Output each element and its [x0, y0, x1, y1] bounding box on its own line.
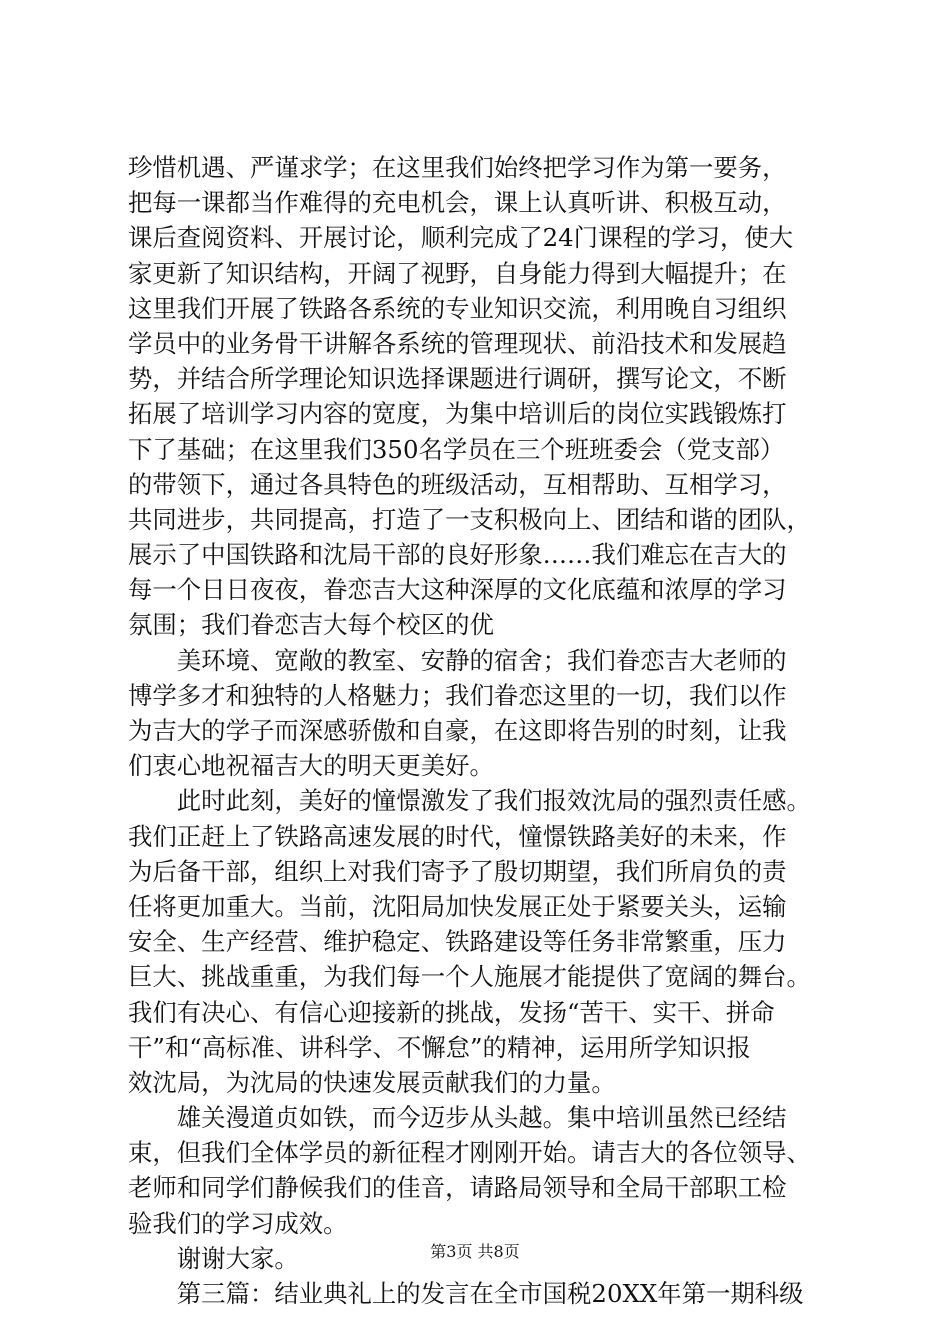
text-line: 我们正赶上了铁路高速发展的时代，憧憬铁路美好的未来，作	[128, 821, 787, 851]
text-line: 下了基础；在这里我们350名学员在三个班班委会（党支部）	[128, 434, 785, 464]
text-line: 雄关漫道贞如铁，而今迈步从头越。集中培训虽然已经结	[128, 1103, 787, 1133]
text-line: 谢谢大家。	[128, 1243, 299, 1273]
text-line: 为后备干部，组织上对我们寄予了殷切期望，我们所肩负的责	[128, 856, 787, 886]
text-line: 第三篇：结业典礼上的发言在全市国税20XX年第一期科级	[128, 1279, 804, 1308]
body-text	[128, 150, 848, 1311]
text-line: 博学多才和独特的人格魅力；我们眷恋这里的一切，我们以作	[128, 680, 787, 710]
text-line: 共同进步，共同提高，打造了一支积极向上、团结和谐的团队，	[128, 504, 811, 534]
text-line: 把每一课都当作难得的充电机会，课上认真听讲、积极互动，	[128, 188, 787, 218]
text-line: 验我们的学习成效。	[128, 1208, 348, 1238]
text-line: 课后查阅资料、开展讨论，顺利完成了24门课程的学习，使大	[128, 223, 794, 253]
text-line: 干”和“高标准、讲科学、不懈怠”的精神，运用所学知识报	[128, 1032, 751, 1062]
text-line: 氛围；我们眷恋吉大每个校区的优	[128, 610, 494, 640]
text-line: 们衷心地祝福吉大的明天更美好。	[128, 751, 494, 781]
text-line: 任将更加重大。当前，沈阳局加快发展正处于紧要关头，运输	[128, 891, 787, 921]
text-line: 这里我们开展了铁路各系统的专业知识交流，利用晚自习组织	[128, 293, 787, 323]
text-line: 势，并结合所学理论知识选择课题进行调研，撰写论文，不断	[128, 364, 787, 394]
text-line: 巨大、挑战重重，为我们每一个人施展才能提供了宽阔的舞台。	[128, 962, 811, 992]
text-line: 学员中的业务骨干讲解各系统的管理现状、前沿技术和发展趋	[128, 328, 787, 358]
text-line: 安全、生产经营、维护稳定、铁路建设等任务非常繁重，压力	[128, 927, 787, 957]
text-line: 此时此刻，美好的憧憬激发了我们报效沈局的强烈责任感。	[128, 786, 811, 816]
text-line: 的带领下，通过各具特色的班级活动，互相帮助、互相学习，	[128, 469, 787, 499]
text-line: 效沈局，为沈局的快速发展贡献我们的力量。	[128, 1067, 616, 1097]
text-line: 家更新了知识结构，开阔了视野，自身能力得到大幅提升；在	[128, 258, 787, 288]
text-line: 拓展了培训学习内容的宽度，为集中培训后的岗位实践锻炼打	[128, 399, 787, 429]
text-line: 老师和同学们静候我们的佳音，请路局领导和全局干部职工检	[128, 1173, 787, 1203]
text-line: 为吉大的学子而深感骄傲和自豪，在这即将告别的时刻，让我	[128, 716, 787, 745]
text-line: 展示了中国铁路和沈局干部的良好形象……我们难忘在吉大的	[128, 540, 787, 570]
text-line: 珍惜机遇、严谨求学；在这里我们始终把学习作为第一要务，	[128, 153, 787, 182]
text-line: 美环境、宽敞的教室、安静的宿舍；我们眷恋吉大老师的	[128, 645, 787, 675]
text-line: 我们有决心、有信心迎接新的挑战，发扬“苦干、实干、拼命	[128, 997, 775, 1027]
page-footer: 第3页 共8页	[430, 1242, 520, 1261]
text-line: 束，但我们全体学员的新征程才刚刚开始。请吉大的各位领导、	[128, 1138, 811, 1168]
text-line: 每一个日日夜夜，眷恋吉大这种深厚的文化底蕴和浓厚的学习	[128, 575, 787, 605]
